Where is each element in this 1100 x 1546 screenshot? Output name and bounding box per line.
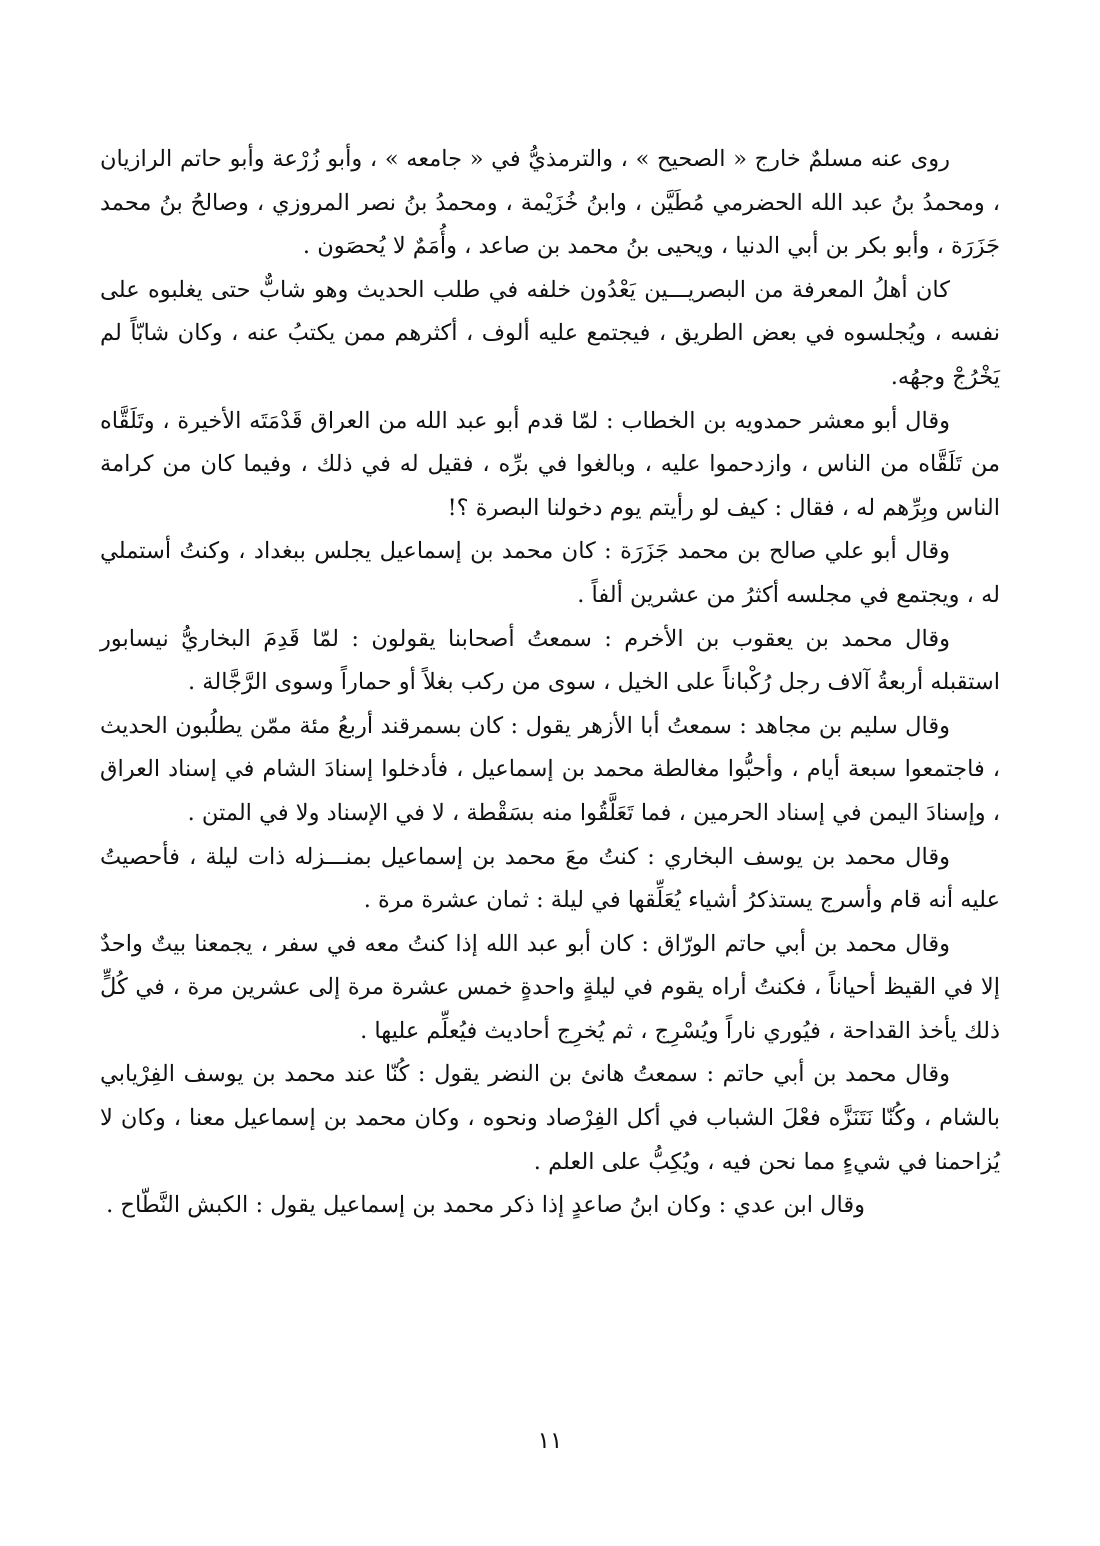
paragraph-hani-bin-al-nadr: وقال محمد بن أبي حاتم : سمعتُ هانئ بن النضر يقول : كُنّا عند محمد بن يوسف الفِرْيابي بالشام ، وكُنّا نَتَنَزَّه فعْلَ الشباب في أكل الفِرْصاد ونحوه ، وكان محمد بن إسماعيل معنا ، وكان لا يُزاحمنا في شيءٍ مما نحن فيه ، ويُكِبُّ على العلم . <box>100 1061 1000 1175</box>
paragraph-al-warraq: وقال محمد بن أبي حاتم الورّاق : كان أبو عبد الله إذا كنتُ معه في سفر ، يجمعنا بيتٌ واحدٌ إلا في القيظ أحياناً ، فكنتُ أراه يقوم في ليلةٍ واحدةٍ خمس عشرة مرة إلى عشرين مرة ، في كُلٍّ ذلك يأخذ القداحة ، فيُوري ناراً ويُسْرِج ، ثم يُخرِج أحاديث فيُعلِّم عليها . <box>100 930 1000 1044</box>
paragraph-salih-jazara: وقال أبو علي صالح بن محمد جَزَرَة : كان محمد بن إسماعيل يجلس ببغداد ، وكنتُ أستملي له ، ويجتمع في مجلسه أكثرُ من عشرين ألفاً . <box>100 538 1000 608</box>
paragraph-ibn-al-akhram: وقال محمد بن يعقوب بن الأخرم : سمعتُ أصحابنا يقولون : لمّا قَدِمَ البخاريُّ نيسابور استقبله أربعةُ آلاف رجل رُكْباناً على الخيل ، سوى من ركب بغلاً أو حماراً وسوى الرَّجَّالة . <box>100 625 1000 696</box>
body-text <box>100 138 1000 1228</box>
paragraph-narrators: روى عنه مسلمٌ خارج « الصحيح » ، والترمذيُّ في « جامعه » ، وأبو زُرْعة وأبو حاتم الرازيان ، ومحمدُ بنُ عبد الله الحضرمي مُطَيَّن ، وابنُ خُزَيْمة ، ومحمدُ بنُ نصر المروزي ، وصالحُ بنُ محمد جَزَرَة ، وأبو بكر بن أبي الدنيا ، ويحيى بنُ محمد بن صاعد ، وأُمَمٌ لا يُحصَون . <box>100 146 1000 260</box>
page-number: ١١ <box>537 1428 563 1454</box>
paragraph-ibn-adi: وقال ابن عدي : وكان ابنُ صاعدٍ إذا ذكر محمد بن إسماعيل يقول : الكبش النَّطّاح . <box>106 1192 865 1219</box>
paragraph-sulaym-bin-mujahid: وقال سليم بن مجاهد : سمعتُ أبا الأزهر يقول : كان بسمرقند أربعُ مئة ممّن يطلُبون الحديث ، فاجتمعوا سبعة أيام ، وأحبُّوا مغالطة محمد بن إسماعيل ، فأدخلوا إسنادَ الشام في إسناد العراق ، وإسنادَ اليمن في إسناد الحرمين ، فما تَعَلَّقُوا منه بسَقْطة ، لا في الإسناد ولا في المتن . <box>100 712 1000 826</box>
paragraph-abu-mashar: وقال أبو معشر حمدويه بن الخطاب : لمّا قدم أبو عبد الله من العراق قَدْمَتَه الأخيرة ، وتَلَقَّاه من تَلَقَّاه من الناس ، وازدحموا عليه ، وبالغوا في برِّه ، فقيل له في ذلك ، وفيما كان من كرامة الناس وبِرِّهم له ، فقال : كيف لو رأيتم يوم دخولنا البصرة ؟! <box>100 407 1000 521</box>
paragraph-basra-seekers: كان أهلُ المعرفة من البصريـــين يَعْدُون خلفه في طلب الحديث وهو شابٌّ حتى يغلبوه على نفسه ، ويُجلسوه في بعض الطريق ، فيجتمع عليه ألوف ، أكثرهم ممن يكتبُ عنه ، وكان شابّاً لم يَخْرُجْ وجهُه. <box>100 276 1000 390</box>
paragraph-yusuf-al-bukhari: وقال محمد بن يوسف البخاري : كنتُ معَ محمد بن إسماعيل بمنـــزله ذات ليلة ، فأحصيتُ عليه أنه قام وأسرج يستذكرُ أشياء يُعَلِّقها في ليلة : ثمان عشرة مرة . <box>100 843 1000 914</box>
